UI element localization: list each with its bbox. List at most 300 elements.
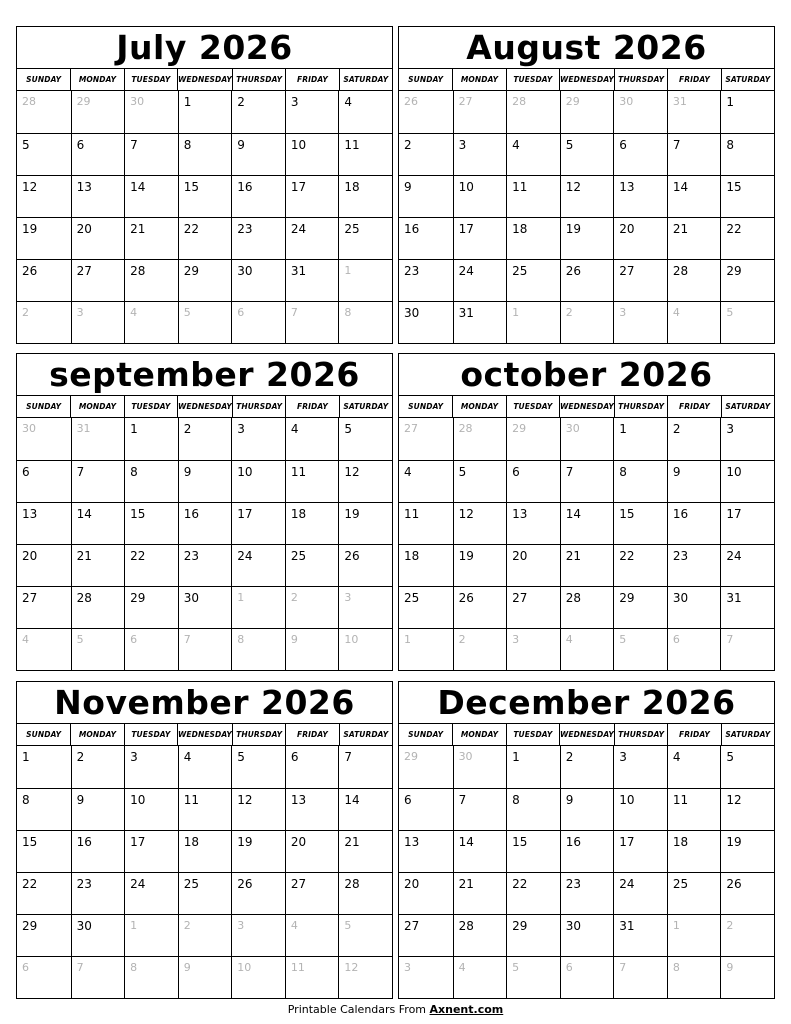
day-cell-other-month: 6 [124,628,178,670]
day-grid [399,746,774,998]
day-cell: 24 [613,872,667,914]
weekday-label: THURSDAY [614,396,667,417]
day-cell: 5 [231,746,285,788]
day-cell: 21 [338,830,392,872]
weekday-label: SATURDAY [339,724,392,745]
day-cell-other-month: 2 [453,628,507,670]
day-cell: 31 [453,301,507,343]
day-grid [17,91,392,343]
day-cell: 19 [720,830,774,872]
day-cell-other-month: 29 [71,91,125,133]
day-cell-other-month: 8 [667,956,721,998]
day-cell: 6 [285,746,339,788]
day-cell: 29 [17,914,71,956]
day-cell: 8 [17,788,71,830]
day-cell: 31 [720,586,774,628]
weekday-label: MONDAY [452,69,505,90]
day-cell: 3 [285,91,339,133]
day-cell: 18 [285,502,339,544]
weekday-label: THURSDAY [232,724,285,745]
day-cell: 19 [338,502,392,544]
day-cell: 10 [720,460,774,502]
day-cell-other-month: 4 [285,914,339,956]
day-cell-other-month: 8 [231,628,285,670]
day-cell: 28 [453,914,507,956]
day-cell: 11 [285,460,339,502]
day-cell-other-month: 28 [506,91,560,133]
day-cell-other-month: 7 [613,956,667,998]
day-cell: 21 [560,544,614,586]
day-cell: 16 [399,217,453,259]
day-cell: 15 [613,502,667,544]
day-cell-other-month: 3 [399,956,453,998]
day-cell-other-month: 30 [453,746,507,788]
day-cell: 9 [560,788,614,830]
day-grid [17,746,392,998]
day-cell: 23 [399,259,453,301]
day-cell: 28 [667,259,721,301]
day-cell: 28 [560,586,614,628]
day-cell: 13 [399,830,453,872]
day-cell-other-month: 29 [404,750,418,763]
weekday-label: FRIDAY [285,69,338,90]
day-cell: 20 [71,217,125,259]
day-cell-other-month: 30 [613,91,667,133]
day-cell: 15 [17,830,71,872]
day-cell: 5 [453,460,507,502]
day-cell: 9 [399,175,453,217]
day-cell-other-month: 1 [399,628,453,670]
weekday-label: MONDAY [70,396,123,417]
month-title: september 2026 [17,354,392,396]
weekday-label: MONDAY [70,724,123,745]
day-cell-other-month: 7 [720,628,774,670]
weekday-label: FRIDAY [667,396,720,417]
day-cell: 14 [124,175,178,217]
month-title: July 2026 [17,27,392,69]
day-cell: 17 [231,502,285,544]
day-cell: 4 [178,746,232,788]
day-cell: 5 [338,418,392,460]
day-cell: 11 [399,502,453,544]
day-cell: 2 [399,133,453,175]
day-grid [17,418,392,670]
day-cell: 17 [124,830,178,872]
day-cell-other-month: 9 [720,956,774,998]
day-cell: 25 [338,217,392,259]
month-title: August 2026 [399,27,774,69]
weekday-label: FRIDAY [667,69,720,90]
day-cell: 15 [720,175,774,217]
day-cell-other-month: 7 [178,628,232,670]
day-cell: 5 [560,133,614,175]
day-cell: 26 [560,259,614,301]
day-cell: 21 [667,217,721,259]
day-cell: 19 [231,830,285,872]
day-cell: 22 [720,217,774,259]
day-cell: 1 [178,91,232,133]
day-cell-other-month: 2 [178,914,232,956]
day-cell: 26 [231,872,285,914]
day-cell-other-month: 26 [404,95,418,108]
day-cell: 30 [178,586,232,628]
weekday-label: FRIDAY [285,396,338,417]
day-cell-other-month: 30 [22,422,36,435]
day-cell: 4 [667,746,721,788]
weekday-header [399,724,774,746]
month-title: December 2026 [399,682,774,724]
weekday-label: THURSDAY [614,69,667,90]
day-cell-other-month: 1 [124,914,178,956]
day-cell: 8 [124,460,178,502]
day-cell: 27 [506,586,560,628]
day-cell: 13 [285,788,339,830]
weekday-label: FRIDAY [285,724,338,745]
day-cell-other-month: 3 [71,301,125,343]
day-cell-other-month: 1 [231,586,285,628]
calendar-august [398,26,775,344]
day-cell: 31 [285,259,339,301]
day-cell: 11 [178,788,232,830]
day-cell: 11 [506,175,560,217]
day-cell: 20 [17,544,71,586]
day-cell: 29 [124,586,178,628]
day-cell: 17 [720,502,774,544]
day-cell: 2 [560,746,614,788]
day-cell: 12 [17,175,71,217]
day-cell: 22 [178,217,232,259]
day-cell-other-month: 28 [22,95,36,108]
day-cell: 19 [560,217,614,259]
day-cell: 22 [613,544,667,586]
day-cell: 7 [453,788,507,830]
day-cell-other-month: 30 [124,91,178,133]
day-cell: 26 [338,544,392,586]
day-cell: 20 [506,544,560,586]
day-cell: 2 [178,418,232,460]
day-cell: 18 [178,830,232,872]
weekday-label: TUESDAY [124,396,177,417]
day-cell: 3 [613,746,667,788]
day-cell: 25 [399,586,453,628]
day-cell: 24 [453,259,507,301]
day-cell-other-month: 12 [338,956,392,998]
day-cell: 4 [399,460,453,502]
day-cell-other-month: 4 [667,301,721,343]
day-cell: 29 [720,259,774,301]
weekday-label: SATURDAY [339,396,392,417]
day-cell: 22 [124,544,178,586]
day-cell: 27 [613,259,667,301]
day-cell: 16 [231,175,285,217]
day-cell: 1 [506,746,560,788]
weekday-label: SUNDAY [26,402,62,411]
weekday-label: WEDNESDAY [177,396,232,417]
day-cell: 25 [178,872,232,914]
day-cell-other-month: 3 [613,301,667,343]
day-cell: 29 [178,259,232,301]
calendar-november [16,681,393,999]
calendar-july [16,26,393,344]
day-cell: 11 [667,788,721,830]
day-cell: 8 [178,133,232,175]
weekday-label: TUESDAY [506,69,559,90]
day-cell: 1 [124,418,178,460]
day-cell-other-month: 28 [453,418,507,460]
day-cell: 2 [667,418,721,460]
day-cell: 2 [231,91,285,133]
weekday-label: WEDNESDAY [559,396,614,417]
day-cell-other-month: 2 [285,586,339,628]
day-cell-other-month: 5 [613,628,667,670]
weekday-label: SUNDAY [408,75,444,84]
weekday-label: THURSDAY [232,396,285,417]
day-cell: 18 [338,175,392,217]
day-cell-other-month: 3 [231,914,285,956]
day-cell: 12 [560,175,614,217]
day-grid [399,91,774,343]
day-cell: 25 [285,544,339,586]
day-cell: 10 [124,788,178,830]
day-cell: 7 [560,460,614,502]
day-cell: 12 [453,502,507,544]
day-cell-other-month: 6 [17,956,71,998]
day-cell: 5 [720,746,774,788]
day-cell: 26 [453,586,507,628]
weekday-label: SATURDAY [721,396,774,417]
day-cell: 26 [720,872,774,914]
day-cell-other-month: 4 [17,628,71,670]
day-cell: 23 [231,217,285,259]
weekday-label: TUESDAY [506,724,559,745]
day-cell: 10 [613,788,667,830]
day-cell: 13 [613,175,667,217]
day-cell: 31 [613,914,667,956]
day-cell: 7 [124,133,178,175]
day-cell-other-month: 29 [560,91,614,133]
day-cell-other-month: 4 [560,628,614,670]
day-cell: 3 [231,418,285,460]
day-cell-other-month: 27 [453,91,507,133]
day-cell: 28 [71,586,125,628]
weekday-label: TUESDAY [506,396,559,417]
weekday-label: SATURDAY [339,69,392,90]
day-cell: 30 [667,586,721,628]
day-cell: 1 [613,418,667,460]
day-cell: 3 [720,418,774,460]
day-cell-other-month: 1 [506,301,560,343]
day-cell: 6 [506,460,560,502]
weekday-label: TUESDAY [124,69,177,90]
day-cell: 30 [71,914,125,956]
day-cell: 27 [285,872,339,914]
day-cell: 17 [613,830,667,872]
day-cell-other-month: 5 [338,914,392,956]
day-cell: 27 [71,259,125,301]
day-grid [399,418,774,670]
day-cell-other-month: 2 [17,301,71,343]
day-cell: 6 [17,460,71,502]
day-cell: 25 [506,259,560,301]
day-cell: 4 [506,133,560,175]
day-cell-other-month: 10 [231,956,285,998]
weekday-label: MONDAY [70,69,123,90]
day-cell-other-month: 9 [178,956,232,998]
day-cell-other-month: 8 [338,301,392,343]
calendar-december [398,681,775,999]
day-cell: 15 [124,502,178,544]
weekday-header [17,69,392,91]
day-cell: 18 [399,544,453,586]
day-cell-other-month: 31 [667,91,721,133]
day-cell-other-month: 5 [720,301,774,343]
day-cell: 7 [338,746,392,788]
calendar-october [398,353,775,671]
day-cell: 26 [17,259,71,301]
weekday-label: SUNDAY [26,75,62,84]
day-cell: 29 [506,914,560,956]
day-cell-other-month: 10 [338,628,392,670]
day-cell-other-month: 4 [453,956,507,998]
day-cell: 2 [71,746,125,788]
day-cell: 14 [560,502,614,544]
day-cell: 15 [506,830,560,872]
day-cell: 5 [17,133,71,175]
day-cell-other-month: 5 [506,956,560,998]
day-cell-other-month: 3 [506,628,560,670]
weekday-header [17,724,392,746]
day-cell-other-month: 27 [404,422,418,435]
day-cell: 14 [338,788,392,830]
day-cell: 27 [399,914,453,956]
day-cell: 13 [71,175,125,217]
day-cell-other-month: 6 [231,301,285,343]
day-cell: 17 [453,217,507,259]
day-cell-other-month: 6 [667,628,721,670]
weekday-label: SATURDAY [721,724,774,745]
day-cell: 9 [71,788,125,830]
weekday-label: SATURDAY [721,69,774,90]
day-cell: 14 [667,175,721,217]
day-cell: 9 [178,460,232,502]
footer-link[interactable]: Axnent.com [429,1003,504,1016]
day-cell: 27 [17,586,71,628]
day-cell: 9 [667,460,721,502]
day-cell: 8 [613,460,667,502]
day-cell: 7 [667,133,721,175]
day-cell-other-month: 11 [285,956,339,998]
day-cell: 9 [231,133,285,175]
weekday-label: MONDAY [452,724,505,745]
day-cell: 20 [613,217,667,259]
day-cell-other-month: 5 [71,628,125,670]
weekday-label: WEDNESDAY [559,724,614,745]
day-cell-other-month: 29 [506,418,560,460]
day-cell: 7 [71,460,125,502]
day-cell: 14 [453,830,507,872]
day-cell: 28 [338,872,392,914]
day-cell: 8 [720,133,774,175]
day-cell: 13 [17,502,71,544]
day-cell: 11 [338,133,392,175]
day-cell: 30 [399,301,453,343]
day-cell-other-month: 3 [338,586,392,628]
day-cell: 14 [71,502,125,544]
day-cell: 23 [667,544,721,586]
day-cell: 6 [613,133,667,175]
day-cell: 10 [453,175,507,217]
weekday-label: SUNDAY [408,402,444,411]
day-cell: 16 [560,830,614,872]
day-cell: 30 [560,914,614,956]
weekday-label: THURSDAY [614,724,667,745]
day-cell-other-month: 9 [285,628,339,670]
weekday-label: WEDNESDAY [177,69,232,90]
day-cell: 19 [17,217,71,259]
day-cell: 29 [613,586,667,628]
day-cell-other-month: 7 [285,301,339,343]
day-cell: 21 [71,544,125,586]
day-cell: 16 [71,830,125,872]
footer-text: Printable Calendars From [287,1003,430,1016]
weekday-header [17,396,392,418]
weekday-label: WEDNESDAY [559,69,614,90]
day-cell: 16 [178,502,232,544]
day-cell-other-month: 30 [560,418,614,460]
weekday-header [399,69,774,91]
calendar-september [16,353,393,671]
day-cell-other-month: 4 [124,301,178,343]
day-cell: 1 [720,91,774,133]
day-cell: 4 [338,91,392,133]
day-cell: 12 [338,460,392,502]
weekday-label: FRIDAY [667,724,720,745]
day-cell-other-month: 1 [667,914,721,956]
weekday-label: SUNDAY [408,730,444,739]
day-cell: 3 [453,133,507,175]
day-cell: 24 [124,872,178,914]
day-cell-other-month: 2 [560,301,614,343]
day-cell: 10 [285,133,339,175]
day-cell: 12 [720,788,774,830]
day-cell: 24 [720,544,774,586]
day-cell: 15 [178,175,232,217]
day-cell-other-month: 5 [178,301,232,343]
day-cell: 22 [506,872,560,914]
day-cell: 28 [124,259,178,301]
day-cell: 21 [453,872,507,914]
day-cell-other-month: 8 [124,956,178,998]
day-cell-other-month: 31 [71,418,125,460]
footer-credit [0,1003,791,1016]
day-cell: 24 [231,544,285,586]
day-cell: 21 [124,217,178,259]
day-cell: 12 [231,788,285,830]
day-cell: 19 [453,544,507,586]
day-cell: 3 [124,746,178,788]
day-cell: 18 [667,830,721,872]
day-cell: 6 [71,133,125,175]
day-cell: 23 [71,872,125,914]
day-cell: 1 [22,750,30,764]
day-cell: 24 [285,217,339,259]
day-cell-other-month: 1 [338,259,392,301]
weekday-label: TUESDAY [124,724,177,745]
day-cell-other-month: 7 [71,956,125,998]
day-cell: 30 [231,259,285,301]
weekday-header [399,396,774,418]
day-cell: 20 [399,872,453,914]
